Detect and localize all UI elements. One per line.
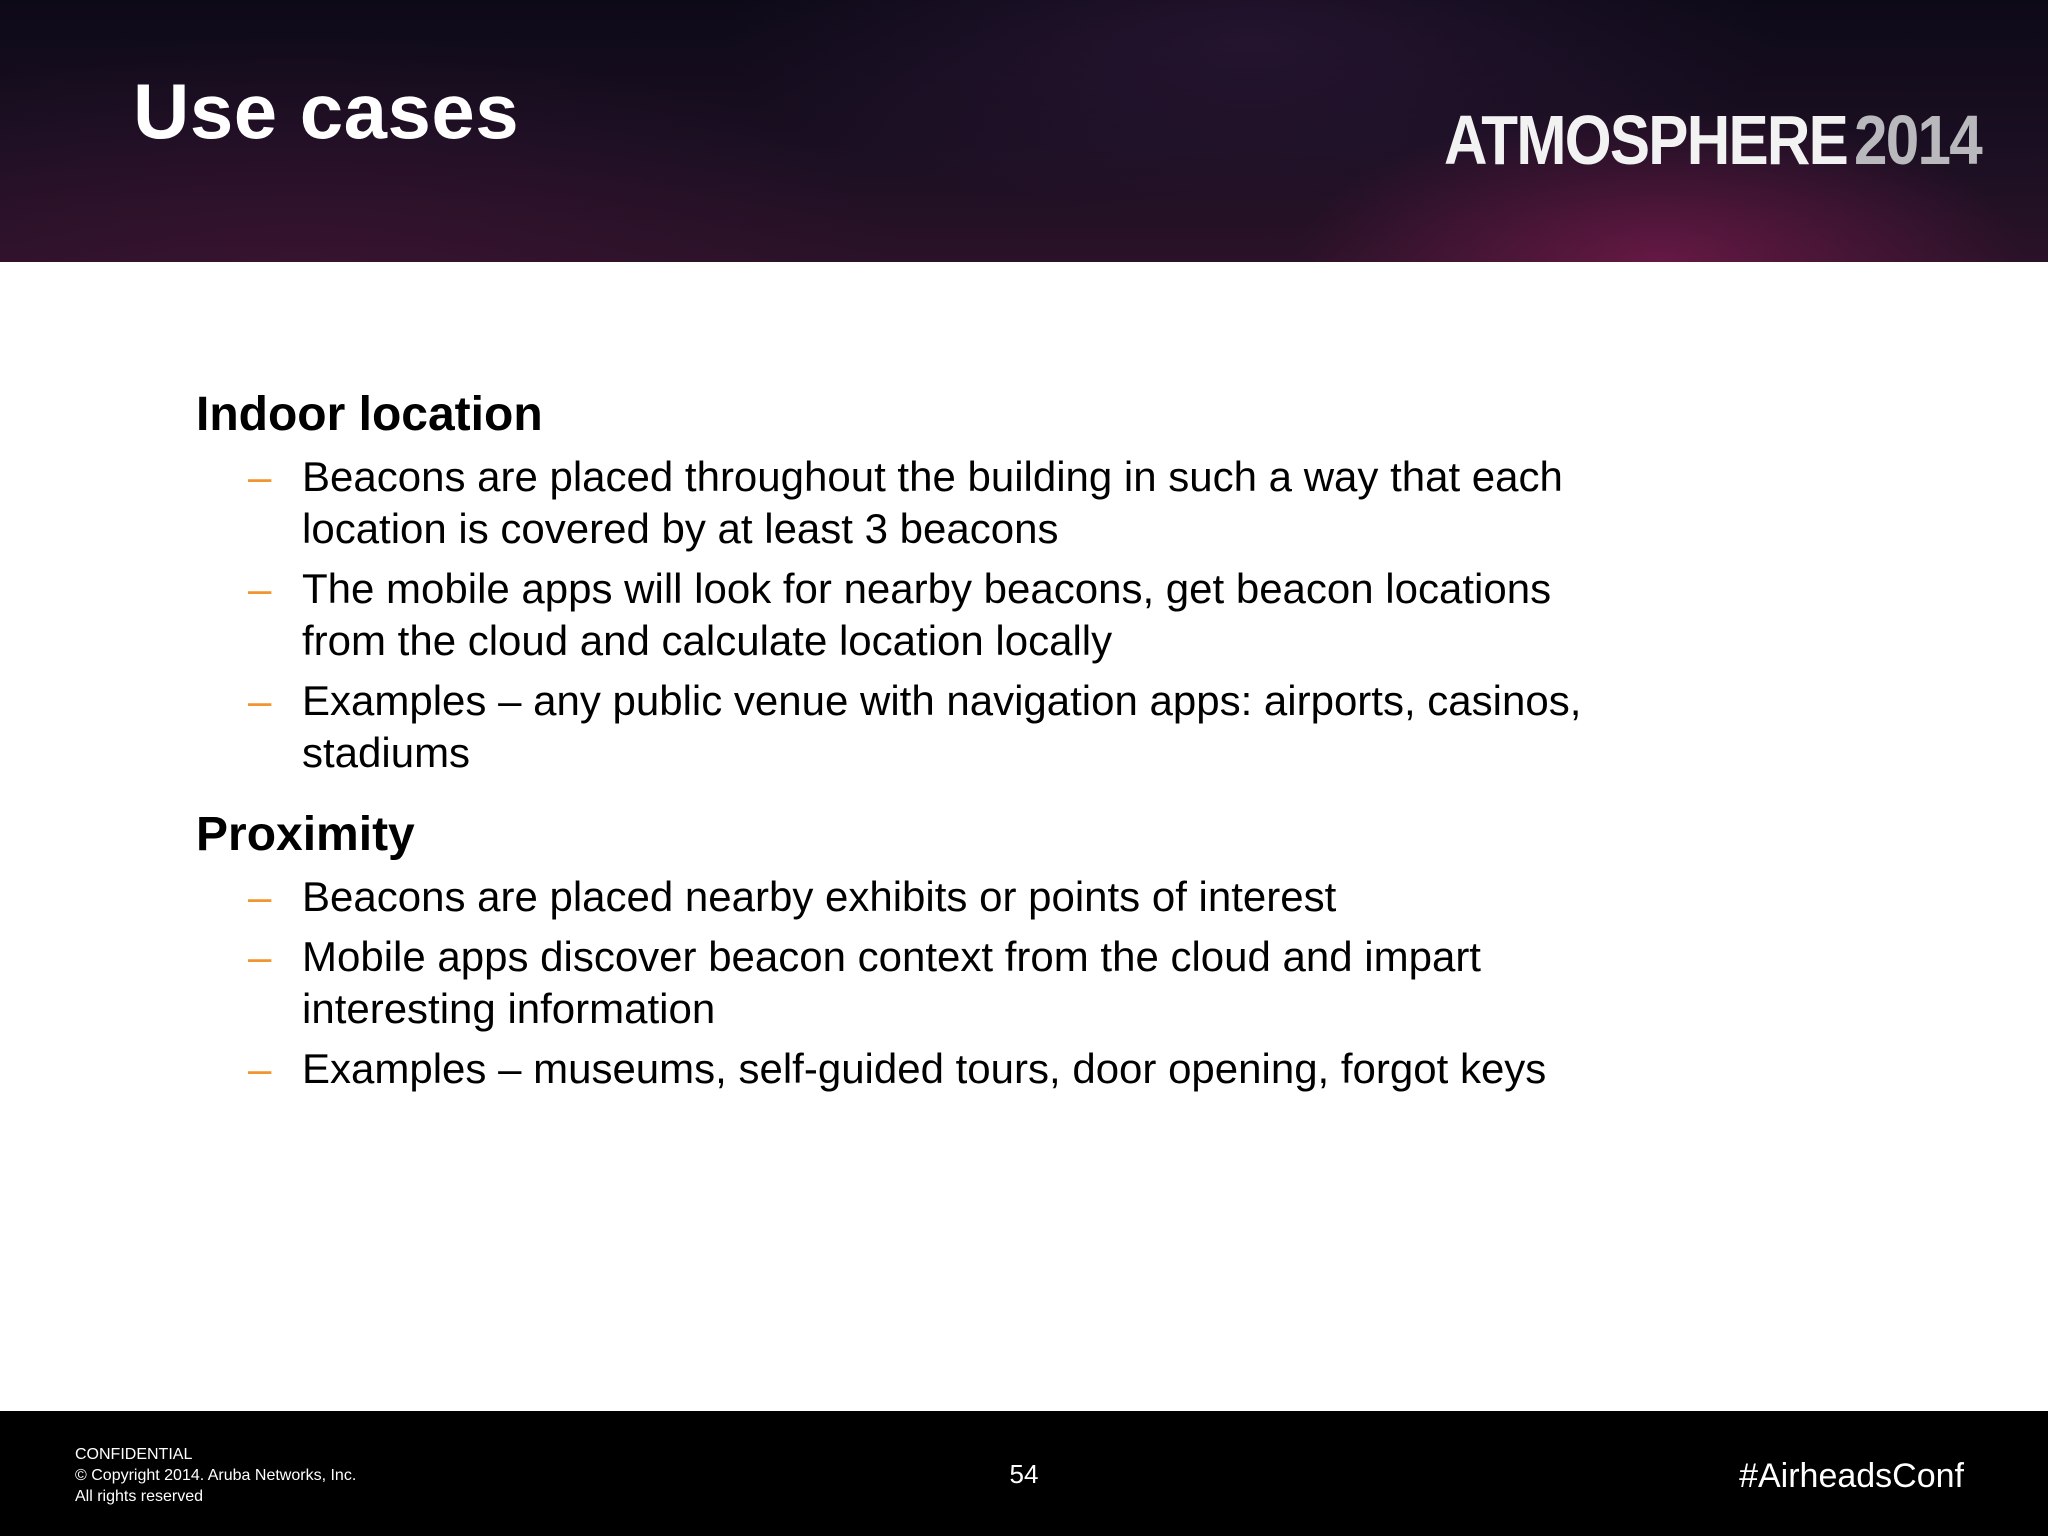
- dash-bullet-icon: –: [248, 677, 272, 724]
- bullet-item: [196, 675, 1616, 779]
- confidential-label: CONFIDENTIAL: [75, 1446, 193, 1463]
- dash-bullet-icon: –: [248, 933, 272, 980]
- section-heading-indoor-location: Indoor location: [196, 388, 543, 441]
- atmosphere-2014-logo: [1444, 101, 1982, 179]
- bullet-item: [196, 871, 1616, 923]
- dash-bullet-icon: –: [248, 1045, 272, 1092]
- bullet-text: Examples – museums, self-guided tours, door opening, forgot keys: [302, 1045, 1547, 1092]
- bullet-item: [196, 1043, 1616, 1095]
- dash-bullet-icon: –: [248, 453, 272, 500]
- brand-name: ATMOSPHERE: [1444, 101, 1848, 179]
- bullet-text: Mobile apps discover beacon context from the cloud and impart interesting information: [302, 933, 1481, 1032]
- page-number: 54: [1009, 1459, 1039, 1489]
- bullet-item: [196, 451, 1616, 555]
- proximity-bullets: [196, 871, 1616, 1095]
- bullet-text: Beacons are placed nearby exhibits or points of interest: [302, 873, 1337, 920]
- rights-text: All rights reserved: [75, 1488, 204, 1505]
- conference-hashtag: #AirheadsConf: [1739, 1457, 1964, 1495]
- slide-header: [0, 0, 2048, 262]
- slide-title: Use cases: [133, 67, 520, 155]
- bullet-text: The mobile apps will look for nearby beacons, get beacon locations from the cloud and calculate location locally: [302, 565, 1552, 664]
- bullet-text: Beacons are placed throughout the building in such a way that each location is covered by at least 3 beacons: [302, 453, 1563, 552]
- section-heading-proximity: Proximity: [196, 808, 415, 861]
- bullet-item: [196, 931, 1616, 1035]
- bullet-text: Examples – any public venue with navigation apps: airports, casinos, stadiums: [302, 677, 1582, 776]
- brand-year: 2014: [1854, 101, 1982, 179]
- slide-footer: [0, 1411, 2048, 1536]
- copyright-text: © Copyright 2014. Aruba Networks, Inc.: [75, 1467, 357, 1484]
- bullet-item: [196, 563, 1616, 667]
- indoor-location-bullets: [196, 451, 1616, 779]
- dash-bullet-icon: –: [248, 565, 272, 612]
- dash-bullet-icon: –: [248, 873, 272, 920]
- slide-content: [196, 385, 1616, 1095]
